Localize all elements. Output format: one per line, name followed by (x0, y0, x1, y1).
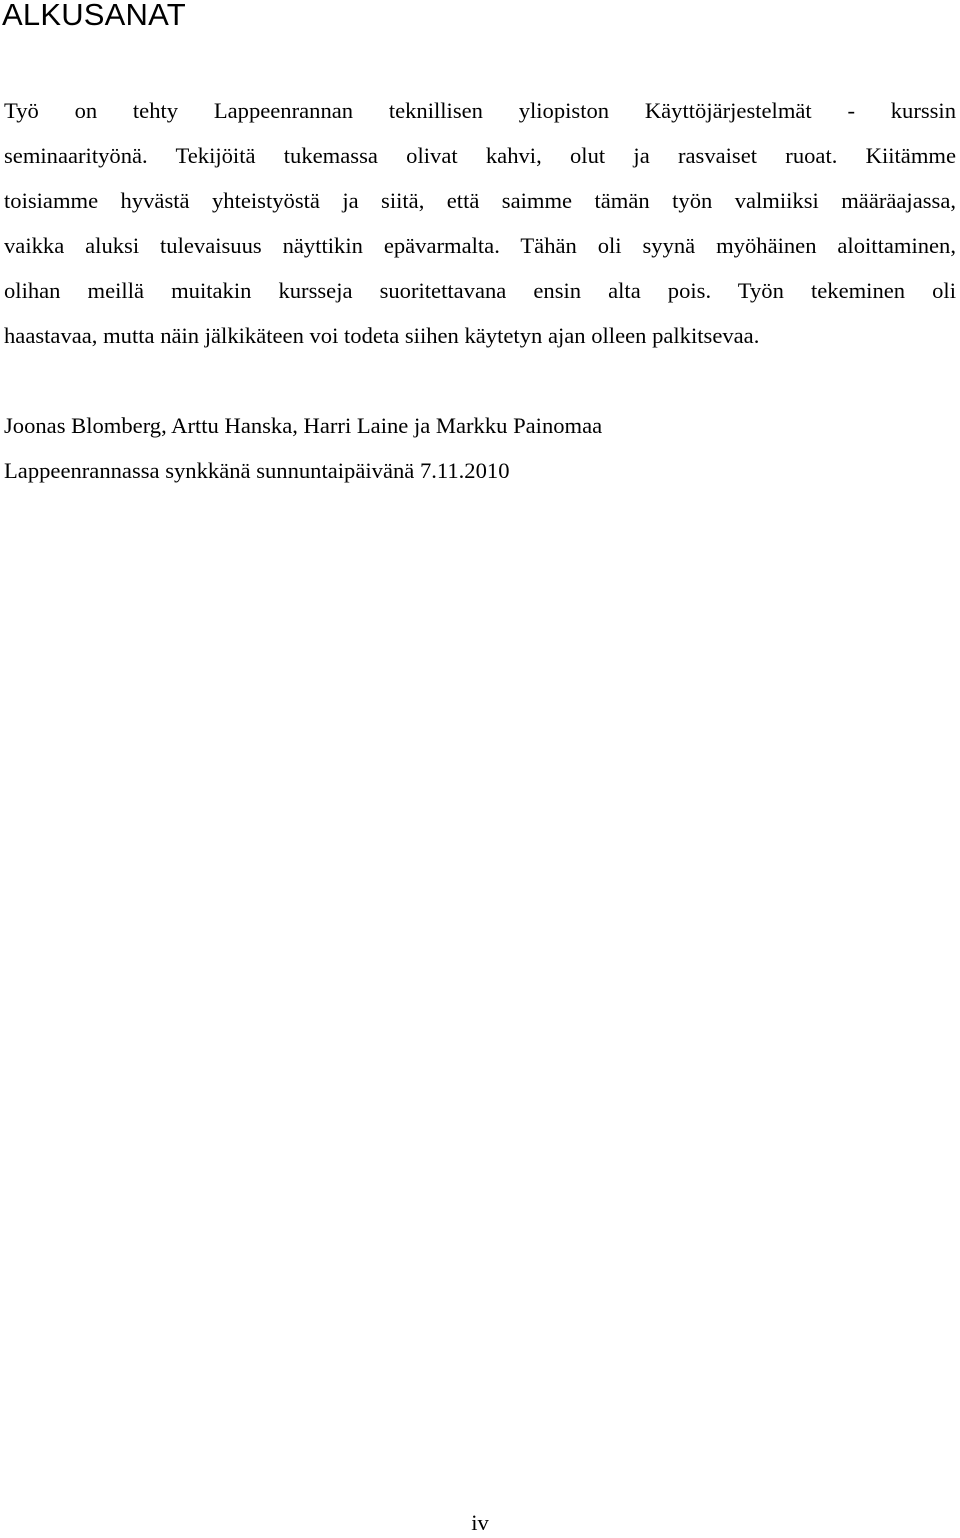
paragraph-line: toisiamme hyvästä yhteistyöstä ja siitä, että saimme tämän työn valmiiksi määräajassa, (4, 188, 956, 213)
authors-line: Joonas Blomberg, Arttu Hanska, Harri Laine ja Markku Painomaa (4, 413, 603, 438)
paragraph-line: haastavaa, mutta näin jälkikäteen voi todeta siihen käytetyn ajan olleen palkitsevaa. (4, 323, 760, 348)
signature-block (4, 403, 956, 493)
preface-paragraph (4, 88, 956, 358)
paragraph-line: olihan meillä muitakin kursseja suoritettavana ensin alta pois. Työn tekeminen oli (4, 278, 956, 303)
paragraph-line: vaikka aluksi tulevaisuus näyttikin epävarmalta. Tähän oli syynä myöhäinen aloittaminen, (4, 233, 956, 258)
paragraph-line: seminaarityönä. Tekijöitä tukemassa olivat kahvi, olut ja rasvaiset ruoat. Kiitämme (4, 143, 956, 168)
place-date-line: Lappeenrannassa synkkänä sunnuntaipäivänä 7.11.2010 (4, 458, 510, 483)
page-number: iv (471, 1510, 489, 1535)
paragraph-line: Työ on tehty Lappeenrannan teknillisen yliopiston Käyttöjärjestelmät - kurssin (4, 98, 956, 123)
page-heading: ALKUSANAT (2, 0, 186, 32)
